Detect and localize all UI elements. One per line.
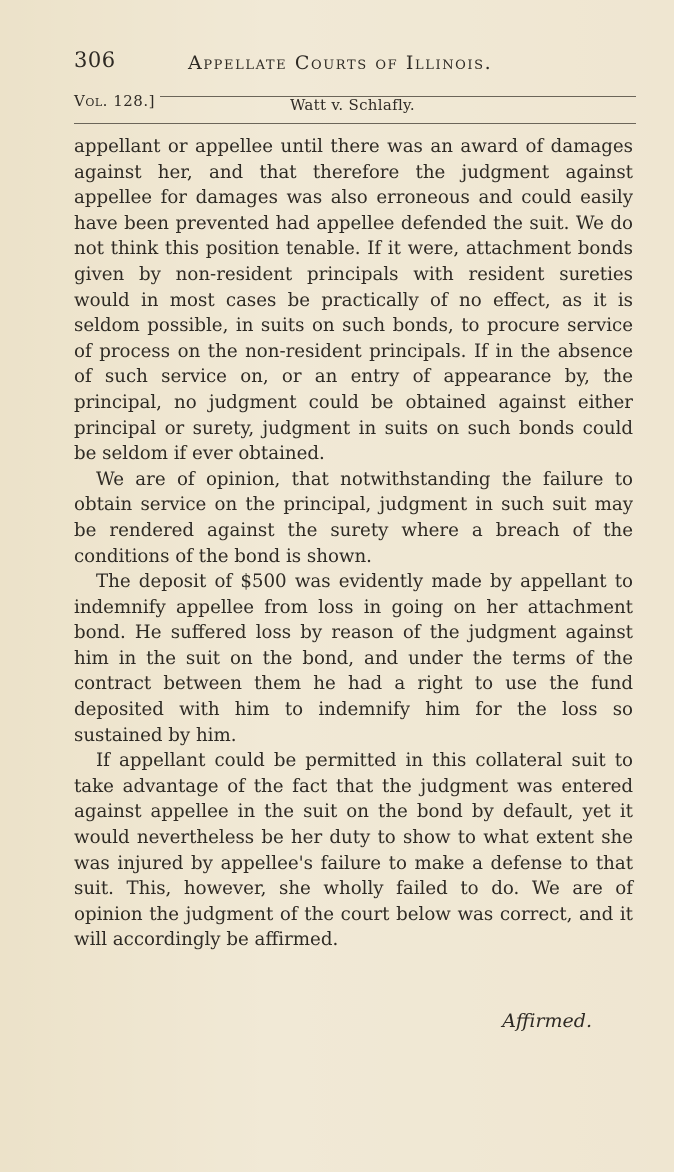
disposition: Affirmed. [502, 1010, 592, 1032]
page-subheader [74, 90, 634, 120]
paragraph: The deposit of $500 was evidently made by appellant to indemnify appellee from loss in going on her attachment bond. He suffered loss by reason of the judgment against him in the suit on the bond, and under the terms of the contract between them he had a right to use the fund deposited with him to indemnify him for the loss so sustained by him. [74, 571, 633, 746]
header-rule-bottom [74, 123, 636, 124]
opinion-body [74, 134, 633, 953]
paragraph: We are of opinion, that notwithstanding the failure to obtain service on the principal, judgment in such suit may be rendered against the surety where a breach of the conditions of the bond is shown. [74, 468, 633, 567]
running-head: Appellate Courts of Illinois. [188, 52, 493, 74]
page-number: 306 [74, 48, 116, 72]
page-header [74, 48, 634, 80]
case-title: Watt v. Schlafly. [290, 96, 415, 114]
volume-label: Vol. 128.] [74, 92, 155, 110]
paragraph: If appellant could be permitted in this collateral suit to take advantage of the fact that the judgment was entered against appellee in the suit on the bond by default, yet it would nevertheless be her duty to show to what extent she was injured by appellee's failure to make a defense to that suit. This, however, she wholly failed to do. We are of opinion the judgment of the court below was correct, and it will accordingly be affirmed. [74, 750, 633, 951]
paragraph-continued: appellant or appellee until there was an award of damages against her, and that therefore the judgment against appellee for damages was also erroneous and could easily have been prevented had appellee defended the suit. We do not think this position tenable. If it were, attachment bonds given by non-resident principals with resident sureties would in most cases be practically of no effect, as it is seldom possible, in suits on such bonds, to procure service of process on the non-resident principals. If in the absence of such service on, or an entry of appearance by, the principal, no judgment could be obtained against either principal or surety, judgment in suits on such bonds could be seldom if ever obtained. [74, 136, 633, 465]
